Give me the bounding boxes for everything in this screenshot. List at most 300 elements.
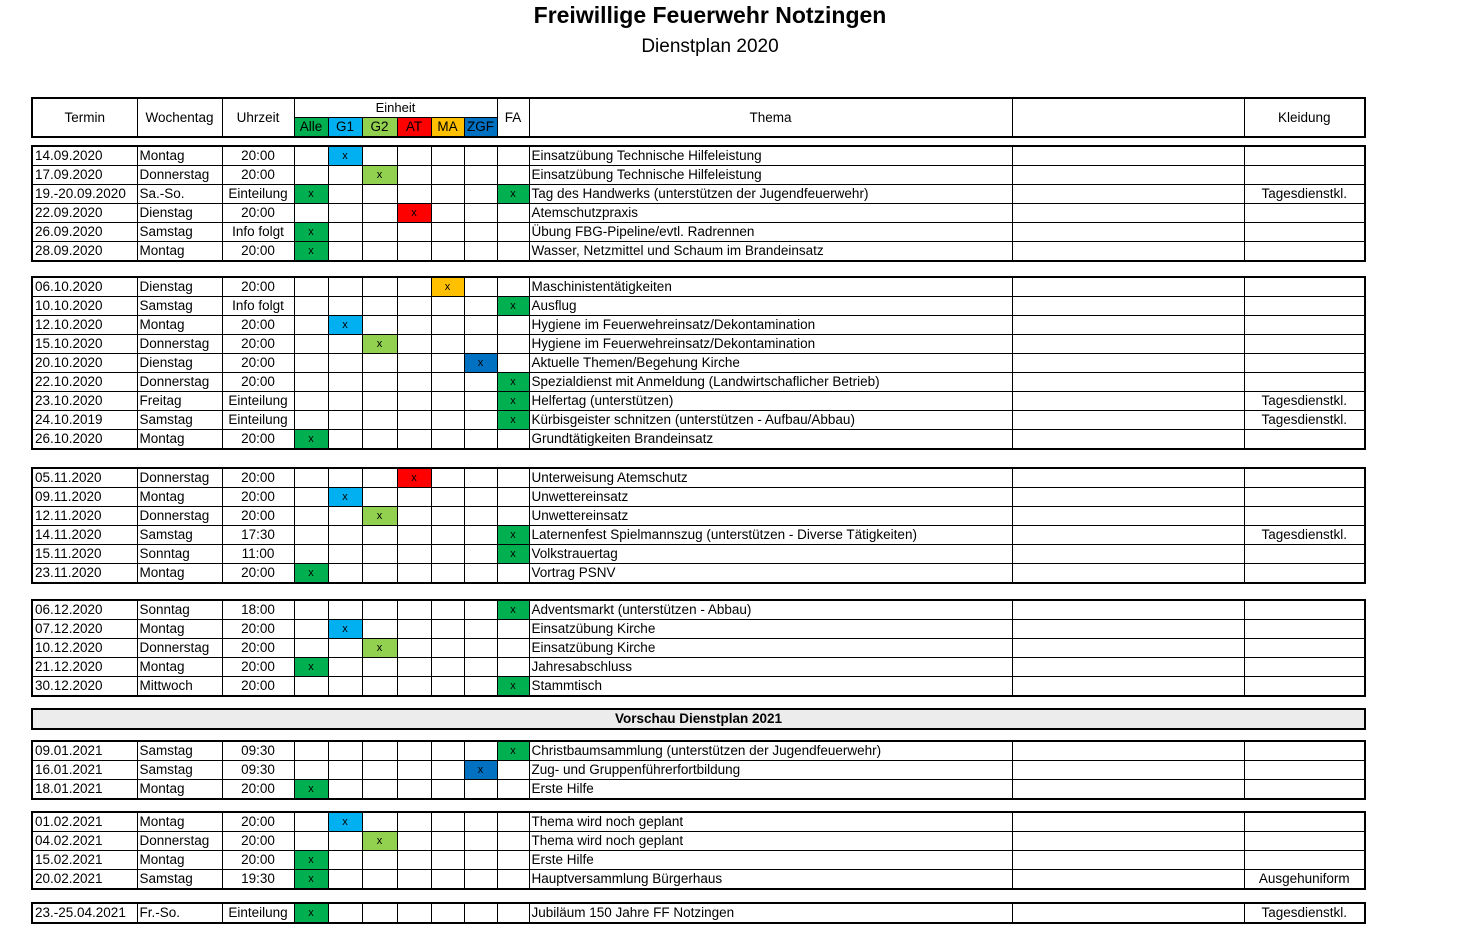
cell-fa	[497, 903, 529, 923]
cell-time: 20:00	[222, 507, 294, 526]
cell-unit-zgf	[464, 277, 497, 297]
cell-unit-g1	[328, 392, 362, 411]
table-row	[32, 507, 1365, 526]
cell-unit-g2	[362, 658, 397, 677]
cell-topic: Maschinistentätigkeiten	[529, 277, 1012, 297]
cell-blank	[1012, 780, 1244, 800]
cell-date: 15.02.2021	[32, 851, 137, 870]
cell-unit-g2	[362, 204, 397, 223]
cell-topic: Thema wird noch geplant	[529, 812, 1012, 832]
cell-day: Donnerstag	[137, 507, 222, 526]
cell-dress	[1244, 430, 1365, 450]
cell-time: Einteilung	[222, 185, 294, 204]
cell-unit-g1	[328, 354, 362, 373]
cell-fa	[497, 316, 529, 335]
cell-unit-ma	[431, 812, 464, 832]
cell-unit-ma	[431, 430, 464, 450]
cell-unit-g2	[362, 677, 397, 697]
cell-unit-ma	[431, 166, 464, 185]
header-einheit: Einheit	[294, 98, 497, 118]
cell-unit-g2	[362, 741, 397, 761]
cell-unit-zgf	[464, 223, 497, 242]
cell-dress	[1244, 297, 1365, 316]
cell-topic: Volkstrauertag	[529, 545, 1012, 564]
cell-blank	[1012, 468, 1244, 488]
cell-unit-zgf	[464, 639, 497, 658]
cell-time: 20:00	[222, 639, 294, 658]
cell-unit-ma	[431, 780, 464, 800]
cell-blank	[1012, 677, 1244, 697]
cell-unit-ma	[431, 870, 464, 890]
cell-fa	[497, 620, 529, 639]
cell-fa	[497, 242, 529, 262]
cell-unit-zgf	[464, 488, 497, 507]
cell-unit-zgf	[464, 658, 497, 677]
cell-topic: Adventsmarkt (unterstützen - Abbau)	[529, 600, 1012, 620]
cell-day: Samstag	[137, 526, 222, 545]
cell-topic: Hygiene im Feuerwehreinsatz/Dekontamination	[529, 335, 1012, 354]
cell-unit-zgf	[464, 564, 497, 584]
cell-date: 23.10.2020	[32, 392, 137, 411]
cell-unit-g1	[328, 526, 362, 545]
cell-unit-zgf	[464, 373, 497, 392]
table-row	[32, 639, 1365, 658]
cell-day: Montag	[137, 851, 222, 870]
cell-blank	[1012, 242, 1244, 262]
cell-dress	[1244, 832, 1365, 851]
table-row	[32, 316, 1365, 335]
cell-day: Mittwoch	[137, 677, 222, 697]
cell-date: 18.01.2021	[32, 780, 137, 800]
cell-topic: Unterweisung Atemschutz	[529, 468, 1012, 488]
cell-fa	[497, 761, 529, 780]
cell-topic: Grundtätigkeiten Brandeinsatz	[529, 430, 1012, 450]
cell-unit-g1	[328, 677, 362, 697]
cell-unit-g1	[328, 600, 362, 620]
cell-fa: x	[497, 392, 529, 411]
cell-time: Info folgt	[222, 297, 294, 316]
cell-unit-at	[397, 297, 431, 316]
cell-time: 20:00	[222, 316, 294, 335]
cell-dress	[1244, 545, 1365, 564]
cell-unit-ma	[431, 411, 464, 430]
cell-unit-zgf	[464, 600, 497, 620]
cell-day: Montag	[137, 146, 222, 166]
cell-date: 23.11.2020	[32, 564, 137, 584]
table-row	[32, 620, 1365, 639]
cell-topic: Stammtisch	[529, 677, 1012, 697]
cell-unit-zgf	[464, 620, 497, 639]
cell-unit-g1	[328, 430, 362, 450]
cell-fa: x	[497, 185, 529, 204]
cell-day: Dienstag	[137, 354, 222, 373]
cell-unit-alle	[294, 277, 328, 297]
cell-dress	[1244, 146, 1365, 166]
cell-unit-alle	[294, 204, 328, 223]
cell-blank	[1012, 411, 1244, 430]
cell-dress	[1244, 564, 1365, 584]
cell-unit-g2	[362, 812, 397, 832]
cell-unit-ma	[431, 468, 464, 488]
cell-blank	[1012, 564, 1244, 584]
cell-unit-g1	[328, 780, 362, 800]
cell-topic: Kürbisgeister schnitzen (unterstützen - Aufbau/Abbau)	[529, 411, 1012, 430]
cell-day: Montag	[137, 242, 222, 262]
cell-unit-alle	[294, 761, 328, 780]
cell-date: 06.10.2020	[32, 277, 137, 297]
cell-topic: Unwettereinsatz	[529, 488, 1012, 507]
cell-unit-g1	[328, 851, 362, 870]
cell-unit-ma	[431, 146, 464, 166]
cell-date: 20.02.2021	[32, 870, 137, 890]
cell-day: Montag	[137, 620, 222, 639]
cell-day: Montag	[137, 564, 222, 584]
cell-unit-at	[397, 507, 431, 526]
table-row	[32, 204, 1365, 223]
cell-unit-g2	[362, 242, 397, 262]
cell-unit-g2	[362, 277, 397, 297]
cell-blank	[1012, 507, 1244, 526]
cell-unit-g1	[328, 658, 362, 677]
cell-unit-ma	[431, 526, 464, 545]
cell-time: Einteilung	[222, 392, 294, 411]
table-row	[32, 564, 1365, 584]
cell-date: 09.11.2020	[32, 488, 137, 507]
cell-unit-ma	[431, 545, 464, 564]
cell-unit-at	[397, 166, 431, 185]
cell-day: Donnerstag	[137, 832, 222, 851]
cell-unit-zgf	[464, 741, 497, 761]
cell-unit-zgf: x	[464, 354, 497, 373]
cell-time: Einteilung	[222, 411, 294, 430]
table-row	[32, 297, 1365, 316]
cell-unit-zgf	[464, 335, 497, 354]
cell-unit-g1	[328, 335, 362, 354]
cell-time: 18:00	[222, 600, 294, 620]
cell-topic: Erste Hilfe	[529, 851, 1012, 870]
table-row	[32, 851, 1365, 870]
cell-unit-ma	[431, 297, 464, 316]
table-row	[32, 335, 1365, 354]
header-thema: Thema	[529, 98, 1012, 137]
cell-unit-zgf	[464, 185, 497, 204]
cell-unit-g2	[362, 468, 397, 488]
cell-fa: x	[497, 297, 529, 316]
cell-unit-at	[397, 812, 431, 832]
cell-unit-g1	[328, 741, 362, 761]
cell-blank	[1012, 526, 1244, 545]
cell-day: Donnerstag	[137, 373, 222, 392]
cell-day: Montag	[137, 658, 222, 677]
cell-unit-alle	[294, 832, 328, 851]
cell-topic: Vortrag PSNV	[529, 564, 1012, 584]
cell-day: Samstag	[137, 297, 222, 316]
cell-unit-zgf	[464, 430, 497, 450]
cell-unit-alle: x	[294, 185, 328, 204]
table-row	[32, 430, 1365, 450]
cell-topic: Ausflug	[529, 297, 1012, 316]
cell-unit-g2: x	[362, 166, 397, 185]
cell-unit-alle: x	[294, 658, 328, 677]
cell-unit-zgf	[464, 832, 497, 851]
schedule-group	[31, 740, 1366, 800]
cell-unit-g2	[362, 564, 397, 584]
cell-unit-g2	[362, 545, 397, 564]
cell-unit-g1	[328, 507, 362, 526]
cell-unit-zgf	[464, 204, 497, 223]
cell-unit-ma	[431, 851, 464, 870]
cell-unit-alle	[294, 411, 328, 430]
cell-unit-g2	[362, 761, 397, 780]
cell-fa	[497, 812, 529, 832]
cell-unit-g1	[328, 564, 362, 584]
cell-topic: Hygiene im Feuerwehreinsatz/Dekontamination	[529, 316, 1012, 335]
cell-topic: Einsatzübung Kirche	[529, 620, 1012, 639]
schedule-group	[31, 902, 1366, 924]
cell-unit-alle	[294, 468, 328, 488]
cell-day: Montag	[137, 780, 222, 800]
cell-unit-at	[397, 488, 431, 507]
cell-unit-at	[397, 545, 431, 564]
cell-blank	[1012, 373, 1244, 392]
cell-topic: Unwettereinsatz	[529, 507, 1012, 526]
table-row	[32, 658, 1365, 677]
page-subtitle: Dienstplan 2020	[641, 36, 779, 57]
cell-unit-g2	[362, 392, 397, 411]
cell-day: Montag	[137, 316, 222, 335]
cell-date: 15.11.2020	[32, 545, 137, 564]
cell-day: Dienstag	[137, 277, 222, 297]
cell-unit-alle: x	[294, 780, 328, 800]
table-row	[32, 242, 1365, 262]
cell-day: Samstag	[137, 223, 222, 242]
cell-unit-at	[397, 354, 431, 373]
cell-day: Samstag	[137, 411, 222, 430]
cell-time: 20:00	[222, 677, 294, 697]
cell-unit-ma	[431, 185, 464, 204]
cell-unit-zgf	[464, 903, 497, 923]
cell-unit-g2	[362, 600, 397, 620]
cell-unit-zgf	[464, 812, 497, 832]
cell-time: 20:00	[222, 335, 294, 354]
cell-fa: x	[497, 373, 529, 392]
cell-unit-at	[397, 600, 431, 620]
cell-date: 22.09.2020	[32, 204, 137, 223]
cell-unit-zgf	[464, 851, 497, 870]
cell-fa: x	[497, 600, 529, 620]
table-row	[32, 468, 1365, 488]
cell-unit-at	[397, 658, 431, 677]
cell-day: Donnerstag	[137, 166, 222, 185]
cell-blank	[1012, 204, 1244, 223]
cell-dress	[1244, 507, 1365, 526]
cell-unit-ma	[431, 204, 464, 223]
cell-dress	[1244, 639, 1365, 658]
cell-blank	[1012, 545, 1244, 564]
cell-fa	[497, 564, 529, 584]
table-row	[32, 832, 1365, 851]
cell-day: Samstag	[137, 741, 222, 761]
table-row	[32, 373, 1365, 392]
cell-topic: Hauptversammlung Bürgerhaus	[529, 870, 1012, 890]
cell-unit-g2	[362, 316, 397, 335]
unit-legend-at: AT	[397, 118, 431, 138]
cell-unit-alle	[294, 166, 328, 185]
cell-unit-alle: x	[294, 564, 328, 584]
cell-unit-alle	[294, 146, 328, 166]
cell-fa	[497, 277, 529, 297]
cell-unit-g2	[362, 851, 397, 870]
cell-unit-alle	[294, 639, 328, 658]
cell-unit-alle	[294, 526, 328, 545]
cell-date: 24.10.2019	[32, 411, 137, 430]
cell-blank	[1012, 812, 1244, 832]
cell-unit-alle	[294, 620, 328, 639]
cell-unit-ma	[431, 658, 464, 677]
cell-date: 23.-25.04.2021	[32, 903, 137, 923]
cell-unit-ma	[431, 677, 464, 697]
cell-unit-at	[397, 242, 431, 262]
cell-time: 20:00	[222, 277, 294, 297]
cell-fa	[497, 870, 529, 890]
cell-unit-zgf	[464, 507, 497, 526]
cell-unit-g1	[328, 166, 362, 185]
cell-unit-alle	[294, 812, 328, 832]
cell-time: 11:00	[222, 545, 294, 564]
cell-dress	[1244, 658, 1365, 677]
cell-blank	[1012, 354, 1244, 373]
cell-unit-g1	[328, 832, 362, 851]
cell-day: Dienstag	[137, 204, 222, 223]
cell-unit-zgf	[464, 870, 497, 890]
cell-unit-at	[397, 335, 431, 354]
cell-topic: Laternenfest Spielmannszug (unterstützen - Diverse Tätigkeiten)	[529, 526, 1012, 545]
cell-unit-ma	[431, 354, 464, 373]
cell-unit-ma	[431, 600, 464, 620]
cell-date: 10.12.2020	[32, 639, 137, 658]
cell-unit-g2	[362, 870, 397, 890]
cell-unit-ma	[431, 761, 464, 780]
cell-unit-g2	[362, 146, 397, 166]
table-row	[32, 741, 1365, 761]
cell-time: 20:00	[222, 620, 294, 639]
cell-blank	[1012, 297, 1244, 316]
cell-fa: x	[497, 526, 529, 545]
cell-fa	[497, 507, 529, 526]
cell-dress: Tagesdienstkl.	[1244, 185, 1365, 204]
cell-dress	[1244, 812, 1365, 832]
cell-date: 30.12.2020	[32, 677, 137, 697]
cell-blank	[1012, 316, 1244, 335]
cell-date: 14.11.2020	[32, 526, 137, 545]
cell-unit-alle	[294, 600, 328, 620]
cell-dress: Tagesdienstkl.	[1244, 392, 1365, 411]
cell-unit-g2: x	[362, 832, 397, 851]
cell-unit-at	[397, 526, 431, 545]
cell-unit-ma	[431, 223, 464, 242]
cell-fa	[497, 223, 529, 242]
cell-date: 07.12.2020	[32, 620, 137, 639]
cell-blank	[1012, 185, 1244, 204]
cell-time: 20:00	[222, 373, 294, 392]
cell-unit-g1	[328, 545, 362, 564]
cell-fa: x	[497, 545, 529, 564]
cell-unit-zgf	[464, 780, 497, 800]
cell-time: 20:00	[222, 780, 294, 800]
cell-unit-ma	[431, 741, 464, 761]
cell-time: 20:00	[222, 564, 294, 584]
cell-unit-alle	[294, 507, 328, 526]
cell-dress	[1244, 851, 1365, 870]
table-row	[32, 903, 1365, 923]
cell-unit-ma	[431, 488, 464, 507]
cell-unit-ma	[431, 335, 464, 354]
cell-blank	[1012, 761, 1244, 780]
cell-unit-at	[397, 277, 431, 297]
header-uhrzeit: Uhrzeit	[222, 98, 294, 137]
cell-unit-zgf	[464, 316, 497, 335]
cell-time: 09:30	[222, 741, 294, 761]
cell-date: 21.12.2020	[32, 658, 137, 677]
header-termin: Termin	[32, 98, 137, 137]
cell-date: 26.10.2020	[32, 430, 137, 450]
cell-unit-at	[397, 146, 431, 166]
cell-fa	[497, 468, 529, 488]
cell-time: 20:00	[222, 166, 294, 185]
cell-unit-g1: x	[328, 488, 362, 507]
cell-unit-at	[397, 564, 431, 584]
table-row	[32, 185, 1365, 204]
cell-unit-g1	[328, 639, 362, 658]
cell-fa	[497, 658, 529, 677]
cell-day: Samstag	[137, 761, 222, 780]
cell-date: 12.11.2020	[32, 507, 137, 526]
cell-unit-zgf	[464, 392, 497, 411]
cell-blank	[1012, 166, 1244, 185]
cell-unit-g2	[362, 411, 397, 430]
cell-unit-alle: x	[294, 223, 328, 242]
cell-topic: Thema wird noch geplant	[529, 832, 1012, 851]
cell-dress	[1244, 166, 1365, 185]
preview-title: Vorschau Dienstplan 2021	[32, 709, 1365, 729]
schedule-header	[31, 97, 1366, 138]
cell-fa: x	[497, 411, 529, 430]
cell-unit-alle	[294, 335, 328, 354]
table-row	[32, 354, 1365, 373]
cell-blank	[1012, 741, 1244, 761]
cell-unit-zgf	[464, 468, 497, 488]
table-row	[32, 146, 1365, 166]
cell-time: 20:00	[222, 354, 294, 373]
cell-unit-zgf	[464, 166, 497, 185]
cell-unit-at	[397, 851, 431, 870]
cell-blank	[1012, 870, 1244, 890]
cell-dress: Ausgehuniform	[1244, 870, 1365, 890]
header-blank	[1012, 98, 1244, 137]
cell-fa	[497, 639, 529, 658]
cell-unit-g2	[362, 620, 397, 639]
cell-unit-zgf	[464, 411, 497, 430]
cell-blank	[1012, 620, 1244, 639]
cell-dress	[1244, 223, 1365, 242]
cell-blank	[1012, 335, 1244, 354]
table-row	[32, 545, 1365, 564]
cell-date: 26.09.2020	[32, 223, 137, 242]
cell-dress	[1244, 600, 1365, 620]
cell-fa	[497, 204, 529, 223]
cell-fa	[497, 354, 529, 373]
cell-blank	[1012, 832, 1244, 851]
